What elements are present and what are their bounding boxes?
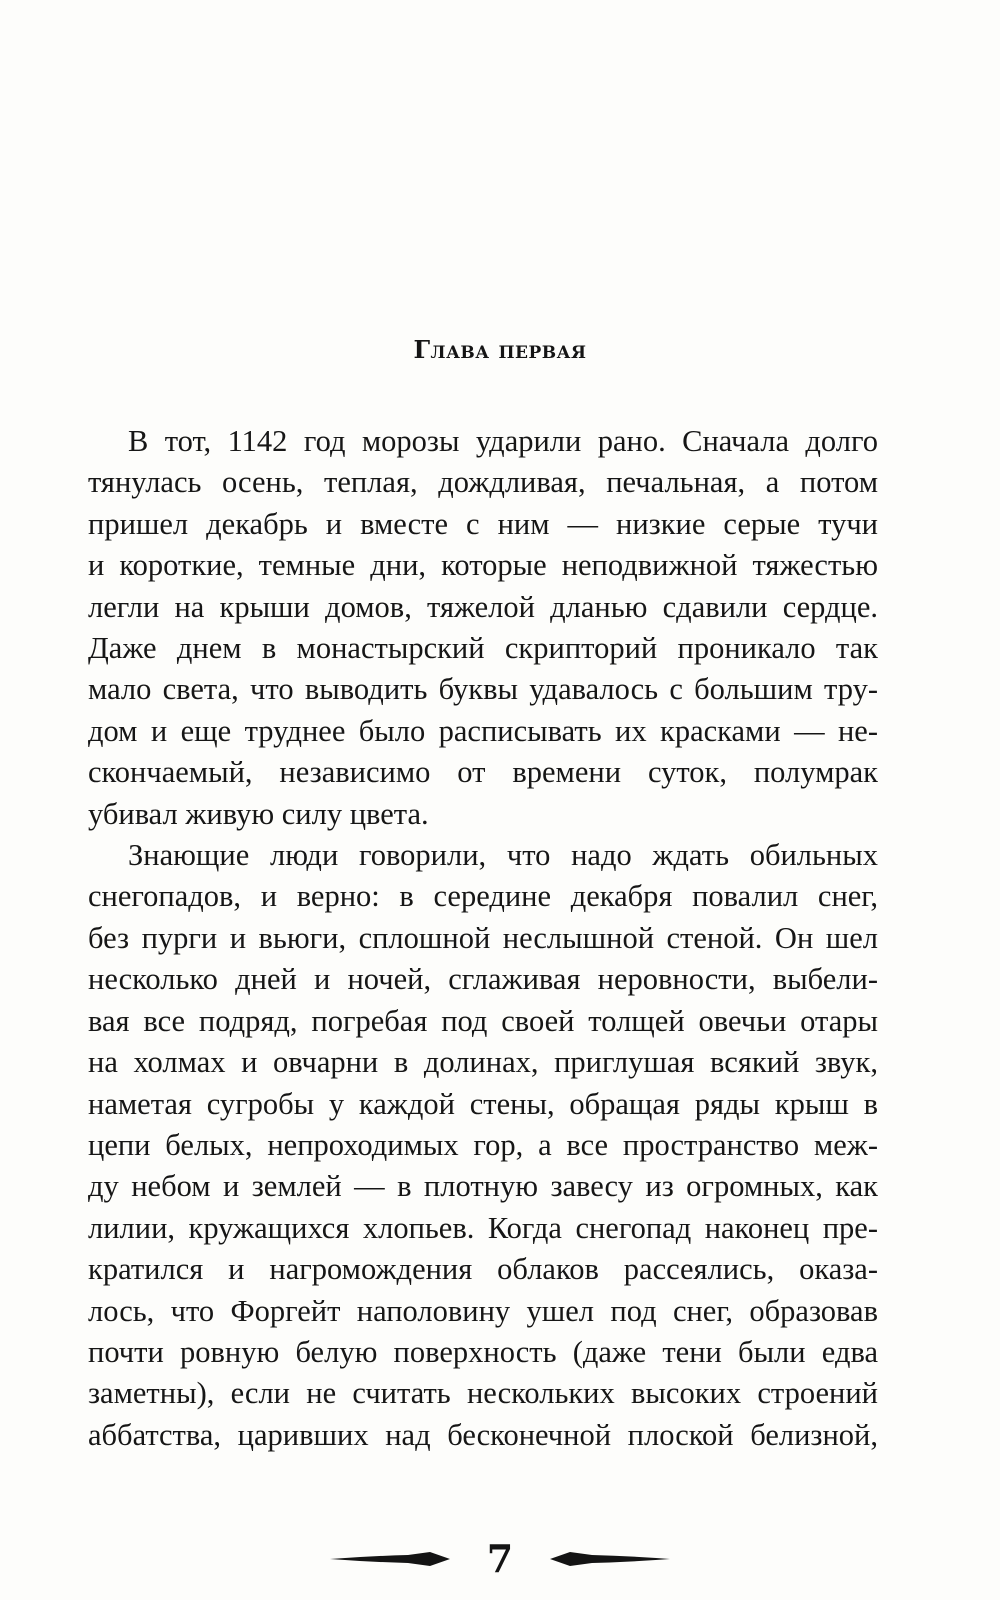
text-line: цепи белых, непроходимых гор, а все пространство меж- (88, 1127, 878, 1162)
text-line: убивал живую силу цвета. (88, 796, 429, 831)
text-line: скончаемый, независимо от времени суток, полумрак (88, 755, 878, 790)
text-line: на холмах и овчарни в долинах, приглушая всякий звук, (88, 1045, 878, 1080)
left-ornament-icon (330, 1551, 450, 1567)
text-line: тянулась осень, теплая, дождливая, печальная, а потом (88, 465, 878, 500)
text-line: без пурги и вьюги, сплошной неслышной стеной. Он шел (88, 920, 878, 955)
text-line: аббатства, царивших над бесконечной плоской белизной, (88, 1417, 878, 1452)
right-ornament-icon (550, 1551, 670, 1567)
text-line: снегопадов, и верно: в середине декабря повалил снег, (88, 879, 878, 914)
text-line: дом и еще труднее было расписывать их красками — не- (88, 713, 878, 748)
chapter-title: Глава первая (413, 335, 587, 364)
body-text (88, 421, 878, 1456)
text-line: и короткие, темные дни, которые неподвижной тяжестью (88, 548, 878, 583)
text-line: кратился и нагромождения облаков рассеялись, оказа- (88, 1252, 878, 1287)
text-line: несколько дней и ночей, сглаживая неровности, выбели- (88, 962, 878, 997)
text-line: легли на крыши домов, тяжелой дланью сдавили сердце. (88, 589, 878, 624)
text-line: лилии, кружащихся хлопьев. Когда снегопад наконец пре- (88, 1210, 878, 1245)
text-line: Даже днем в монастырский скрипторий проникало так (88, 631, 878, 666)
text-line: вая все подряд, погребая под своей толщей овечьи отары (88, 1003, 878, 1038)
text-line: почти ровную белую поверхность (даже тени были едва (88, 1334, 878, 1369)
text-line: заметны), если не считать нескольких высоких строений (88, 1376, 878, 1411)
text-line: лось, что Форгейт наполовину ушел под снег, образовав (88, 1293, 878, 1328)
text-line: ду небом и землей — в плотную завесу из огромных, как (88, 1169, 878, 1204)
page-footer (0, 1535, 1000, 1583)
text-line: В тот, 1142 год морозы ударили рано. Сначала долго (128, 424, 878, 458)
text-line: пришел декабрь и вместе с ним — низкие серые тучи (88, 506, 878, 541)
page-number: 7 (486, 1536, 514, 1581)
text-line: наметая сугробы у каждой стены, обращая ряды крыш в (88, 1086, 878, 1121)
text-line: мало света, что выводить буквы удавалось с большим тру- (88, 672, 878, 707)
text-line: Знающие люди говорили, что надо ждать обильных (128, 838, 878, 873)
